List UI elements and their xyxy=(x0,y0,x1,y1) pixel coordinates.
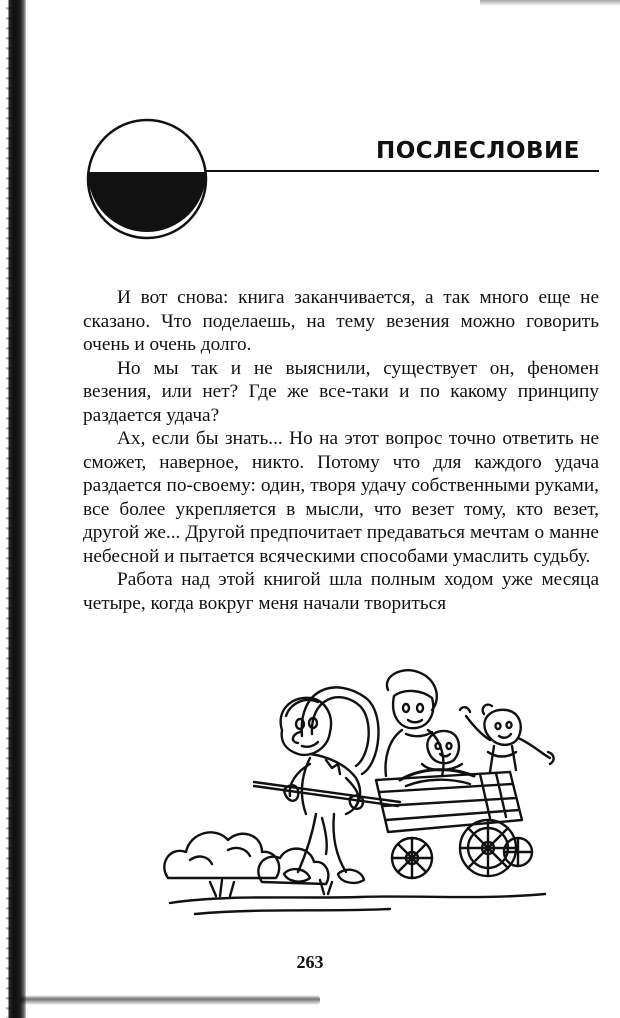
scan-bottom-smudge xyxy=(20,995,320,1005)
paragraph-3: Ах, если бы знать... Но на этот вопрос точно ответить не сможет, наверное, никто. Потому что для каждого удача раздается по-своему: один, творя удачу собственными руками, все более укрепляется в мысли, что везет тому, кто везет, другой же... Другой предпочитает предаваться мечтам о манне небесной и пытается всяческими способами умаслить судьбу. xyxy=(83,428,599,567)
spine-speckle xyxy=(6,0,12,1018)
man-pulling-cart-with-family-icon xyxy=(150,668,560,930)
body-text xyxy=(83,286,599,615)
paragraph-1: И вот снова: книга заканчивается, а так много еще не сказано. Что поделаешь, на тему везения можно говорить очень и очень долго. xyxy=(83,287,599,355)
scan-edge-mark xyxy=(480,0,620,6)
book-spine-shadow xyxy=(0,0,26,1018)
paragraph-4: Работа над этой книгой шла полным ходом уже месяца четыре, когда вокруг меня начали твориться xyxy=(83,569,599,614)
half-filled-circle-emblem xyxy=(86,118,208,240)
paragraph-2: Но мы так и не выяснили, существует он, феномен везения, или нет? Где же все-таки и по какому принципу раздается удача? xyxy=(83,357,599,426)
page-number: 263 xyxy=(296,952,324,972)
heading-rule xyxy=(205,170,599,172)
chapter-title: ПОСЛЕСЛОВИЕ xyxy=(375,138,580,164)
